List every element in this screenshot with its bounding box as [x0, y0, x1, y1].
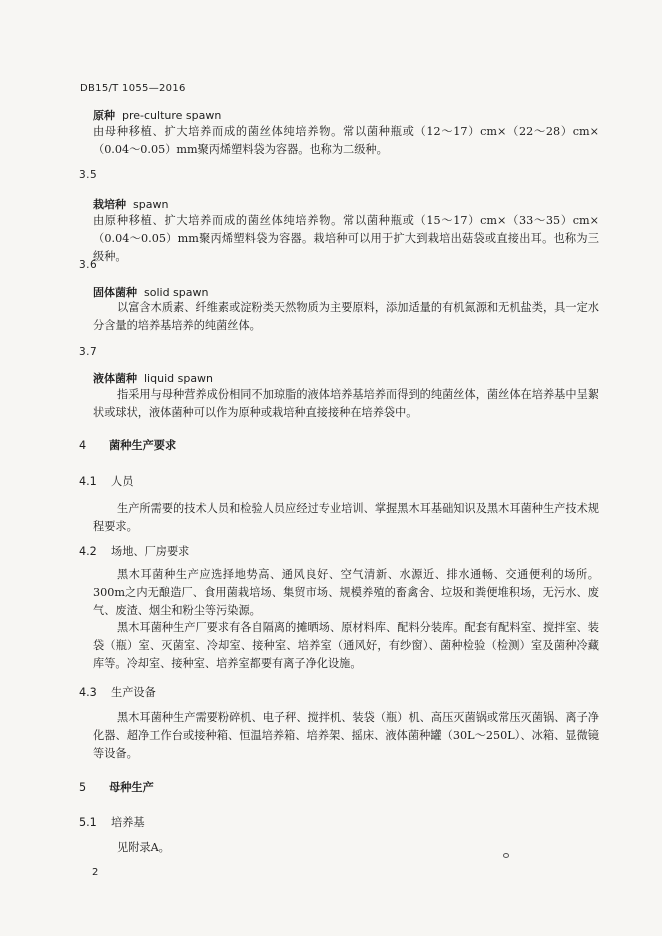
- subsection-title: 场地、厂房要求: [111, 545, 190, 558]
- clause-number: 3.6: [79, 259, 98, 271]
- term-cn: 液体菌种: [93, 372, 137, 385]
- term-heading-solid-spawn: [93, 284, 208, 300]
- subsection-heading-4-2: [79, 543, 189, 559]
- section-heading-5: [79, 779, 154, 795]
- subsection-heading-4-3: [79, 684, 156, 700]
- paragraph: 见附录A。: [117, 841, 170, 854]
- term-en: solid spawn: [144, 286, 209, 299]
- paragraph: 生产所需要的技术人员和检验人员应经过专业培训、掌握黑木耳基础知识及黑木耳菌种生产技术规程要求。: [93, 502, 599, 533]
- clause-number: 3.7: [79, 346, 98, 358]
- term-definition: 以富含木质素、纤维素或淀粉类天然物质为主要原料，添加适量的有机氮源和无机盐类，具一定水分含量的培养基培养的纯菌丝体。: [93, 301, 599, 332]
- subsection-title: 生产设备: [111, 686, 156, 699]
- term-heading-spawn: [93, 196, 168, 212]
- paragraph: 黑木耳菌种生产厂要求有各自隔离的摊晒场、原材料库、配料分装库。配套有配料室、搅拌室、装袋（瓶）室、灭菌室、冷却室、接种室、培养室（通风好，有纱窗）、菌种检验（检测）室及菌种冷藏库等。冷却室、接种室、培养室都要有离子净化设施。: [93, 621, 599, 670]
- scan-speck: [503, 853, 509, 858]
- term-heading-pre-culture: [93, 107, 221, 123]
- paragraph: 黑木耳菌种生产应选择地势高、通风良好、空气清新、水源近、排水通畅、交通便利的场所。300m之内无酿造厂、食用菌栽培场、集贸市场、规模养殖的畜禽舍、垃圾和粪便堆积场，无污水、废气、废渣、烟尘和粉尘等污染源。: [93, 568, 599, 617]
- clause-number: 3.5: [79, 169, 98, 181]
- subsection-number: 4.1: [79, 475, 97, 488]
- subsection-heading-5-1: [79, 814, 145, 830]
- term-heading-liquid-spawn: [93, 370, 213, 386]
- section-number: 4: [79, 439, 87, 452]
- term-cn: 原种: [93, 109, 115, 122]
- term-en: liquid spawn: [144, 372, 214, 385]
- section-heading-4: [79, 437, 176, 453]
- term-cn: 栽培种: [93, 198, 126, 211]
- subsection-heading-4-1: [79, 473, 133, 489]
- section-title: 母种生产: [109, 781, 154, 794]
- paragraph: 黑木耳菌种生产需要粉碎机、电子秤、搅拌机、装袋（瓶）机、高压灭菌锅或常压灭菌锅、离子净化器、超净工作台或接种箱、恒温培养箱、培养架、摇床、液体菌种罐（30L～250L）、冰箱、显微镜等设备。: [93, 711, 599, 760]
- section-number: 5: [79, 781, 87, 794]
- term-en: spawn: [133, 198, 169, 211]
- term-definition: 指采用与母种营养成份相同不加琼脂的液体培养基培养而得到的纯菌丝体，菌丝体在培养基中呈絮状或球状，液体菌种可以作为原种或栽培种直接接种在培养袋中。: [93, 388, 599, 419]
- term-cn: 固体菌种: [93, 286, 137, 299]
- page-number: 2: [92, 867, 99, 878]
- subsection-title: 人员: [111, 475, 134, 488]
- subsection-number: 5.1: [79, 816, 97, 829]
- subsection-number: 4.3: [79, 686, 97, 699]
- term-en: pre-culture spawn: [122, 109, 222, 122]
- subsection-title: 培养基: [111, 816, 145, 829]
- standard-number: DB15/T 1055—2016: [80, 83, 186, 94]
- subsection-number: 4.2: [79, 545, 97, 558]
- section-title: 菌种生产要求: [109, 439, 177, 452]
- term-definition: 由原种移植、扩大培养而成的菌丝体纯培养物。常以菌种瓶或（15～17）cm×（33～35）cm×（0.04～0.05）mm聚丙烯塑料袋为容器。栽培种可以用于扩大到栽培出菇袋或直接出耳。也称为三级种。: [93, 214, 599, 263]
- term-definition: 由母种移植、扩大培养而成的菌丝体纯培养物。常以菌种瓶或（12～17）cm×（22～28）cm×（0.04～0.05）mm聚丙烯塑料袋为容器。也称为二级种。: [93, 125, 599, 156]
